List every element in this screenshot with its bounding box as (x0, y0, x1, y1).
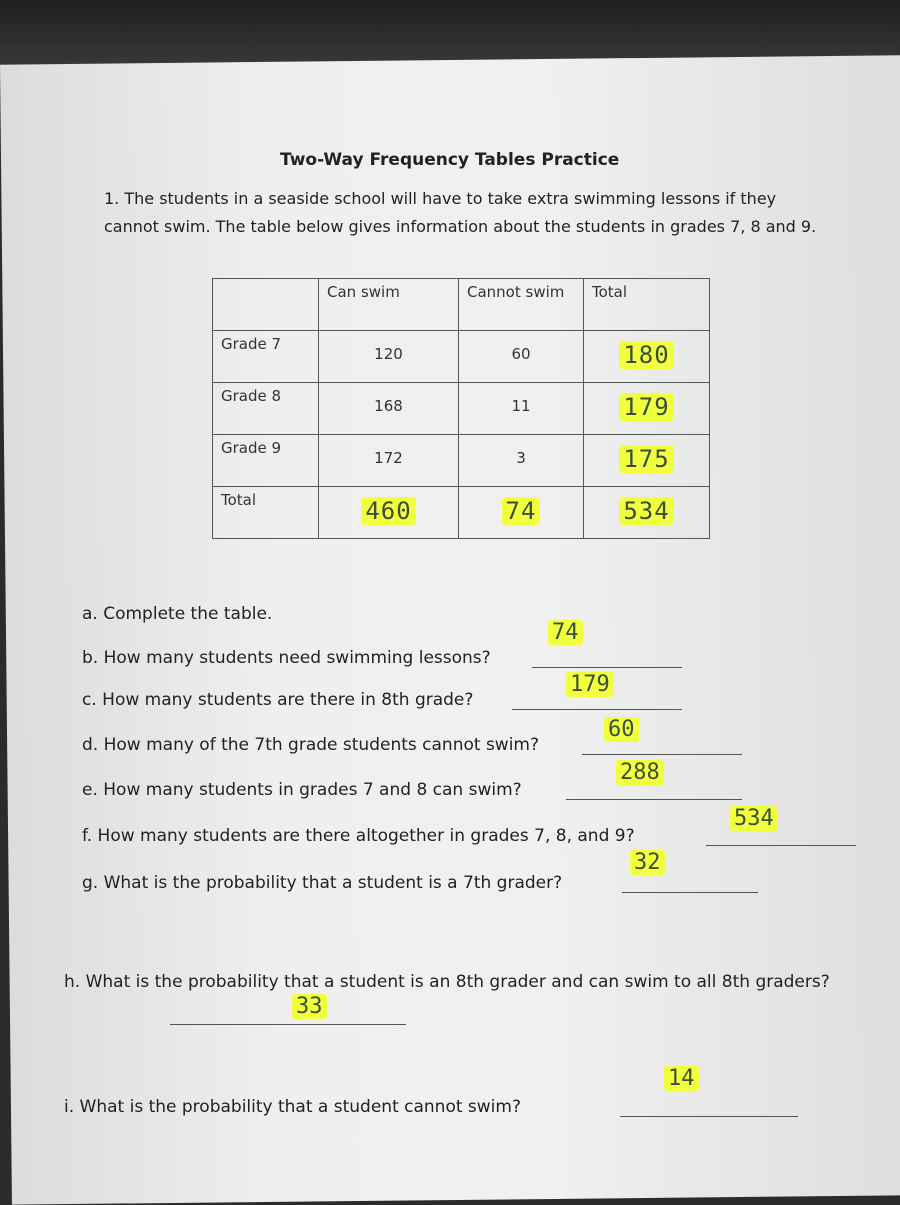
handwritten-answer: 74 (548, 620, 583, 645)
answer-line (582, 754, 742, 755)
table-row (213, 331, 710, 383)
handwritten-answer: 179 (566, 672, 614, 697)
question-e: e. How many students in grades 7 and 8 can swim? (82, 780, 522, 800)
handwritten-answer: 60 (604, 717, 639, 742)
frequency-table (212, 278, 710, 539)
row-label: Grade 9 (213, 435, 319, 487)
question-a: a. Complete the table. (82, 604, 273, 624)
answer-line (512, 709, 682, 710)
question-h: h. What is the probability that a student is an 8th grader and can swim to all 8th graders? (64, 972, 830, 992)
question-f: f. How many students are there altogether in grades 7, 8, and 9? (82, 826, 635, 846)
table-cell: 3 (459, 435, 584, 487)
handwritten-answer: 33 (292, 994, 327, 1019)
answer-line (532, 667, 682, 668)
handwritten-total: 74 (502, 497, 541, 525)
table-row (213, 487, 710, 539)
answer-line (622, 892, 758, 893)
table-header-cell (213, 279, 319, 331)
row-label: Grade 8 (213, 383, 319, 435)
table-header-row (213, 279, 710, 331)
table-row (213, 435, 710, 487)
table-header-cell: Can swim (319, 279, 459, 331)
table-cell: 172 (319, 435, 459, 487)
answer-line (170, 1024, 406, 1025)
table-cell: 168 (319, 383, 459, 435)
handwritten-total: 180 (619, 341, 673, 369)
question-g: g. What is the probability that a student is a 7th grader? (82, 873, 563, 893)
handwritten-total: 534 (619, 497, 673, 525)
row-label: Grade 7 (213, 331, 319, 383)
question-d: d. How many of the 7th grade students cannot swim? (82, 735, 540, 755)
table-header-cell: Total (584, 279, 710, 331)
row-label: Total (213, 487, 319, 539)
handwritten-total: 179 (619, 393, 673, 421)
question-i: i. What is the probability that a student cannot swim? (64, 1097, 521, 1117)
handwritten-answer: 14 (664, 1066, 699, 1091)
handwritten-answer: 288 (616, 760, 664, 785)
table-cell: 60 (459, 331, 584, 383)
answer-line (566, 799, 742, 800)
table-cell: 11 (459, 383, 584, 435)
table-header-cell: Cannot swim (459, 279, 584, 331)
handwritten-total: 175 (619, 445, 673, 473)
question-c: c. How many students are there in 8th grade? (82, 690, 474, 710)
table-cell: 120 (319, 331, 459, 383)
handwritten-total: 460 (361, 497, 415, 525)
problem-intro: 1. The students in a seaside school will have to take extra swimming lessons if they cannot swim. The table below gives information about the students in grades 7, 8 and 9. (104, 189, 817, 236)
handwritten-answer: 534 (730, 806, 778, 831)
question-b: b. How many students need swimming lessons? (82, 648, 491, 668)
answer-line (706, 845, 856, 846)
handwritten-answer: 32 (630, 850, 665, 875)
table-row (213, 383, 710, 435)
worksheet-title: Two-Way Frequency Tables Practice (280, 150, 620, 170)
answer-line (620, 1116, 798, 1117)
